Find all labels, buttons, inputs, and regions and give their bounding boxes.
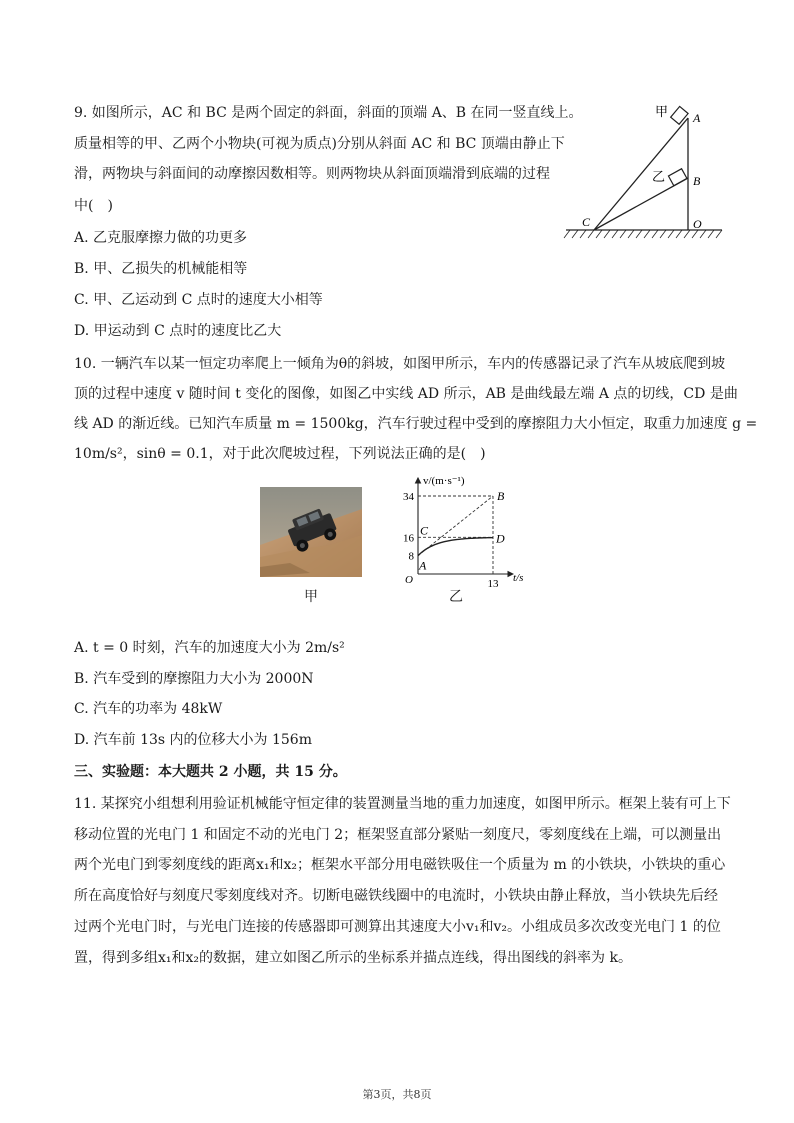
q11-line-6: 置，得到多组x₁和x₂的数据，建立如图乙所示的坐标系并描点连线，得出图线的斜率为 k。 [74,950,632,966]
q10-option-d: D. 汽车前 13s 内的位移大小为 156m [74,732,312,748]
q10-line-1: 10. 一辆汽车以某一恒定功率爬上一倾角为θ的斜坡，如图甲所示，车内的传感器记录了汽车从坡底爬到坡 [74,356,726,372]
q9-incline-figure [560,98,730,240]
block-yi [668,169,686,186]
ground-hatching [564,230,722,238]
q10-line-4: 10m/s²，sinθ = 0.1，对于此次爬坡过程，下列说法正确的是( ) [74,446,486,462]
y-axis-label: v/(m·s⁻¹) [423,475,465,487]
q9-line-3: 滑，两物块与斜面间的动摩擦因数相等。则两物块从斜面顶端滑到底端的过程 [74,166,550,182]
y-tick-label-8: 8 [408,550,414,563]
q10-option-b: B. 汽车受到的摩擦阻力大小为 2000N [74,671,314,687]
car-on-slope-photo [260,487,362,577]
q11-line-1: 11. 某探究小组想利用验证机械能守恒定律的装置测量当地的重力加速度，如图甲所示。框架上装有可上下 [74,796,731,812]
q9-line-1: 9. 如图所示，AC 和 BC 是两个固定的斜面，斜面的顶端 A、B 在同一竖直线上。 [74,105,583,121]
q11-line-2: 移动位置的光电门 1 和固定不动的光电门 2；框架竖直部分紧贴一刻度尺，零刻度线在上端，可以测量出 [74,827,722,843]
q9-line-2: 质量相等的甲、乙两个小物块(可视为质点)分别从斜面 AC 和 BC 顶端由静止下 [74,136,565,152]
q11-line-4: 所在高度恰好与刻度尺零刻度线对齐。切断电磁铁线圈中的电流时，小铁块由静止释放，当小铁块先后经 [74,888,718,904]
q10-line-2: 顶的过程中速度 v 随时间 t 变化的图像，如图乙中实线 AD 所示，AB 是曲线最左端 A 点的切线，CD 是曲 [74,386,738,402]
point-label-b: B [497,489,505,503]
origin-label: O [405,574,413,586]
q9-option-c: C. 甲、乙运动到 C 点时的速度大小相等 [74,292,323,308]
point-label-c: C [420,523,429,538]
label-jia: 甲 [655,104,669,119]
x-tick-label-13: 13 [487,578,499,590]
page-footer: 第3页，共8页 [362,1088,432,1101]
y-tick-label-34: 34 [403,491,414,503]
q10-line-3: 线 AD 的渐近线。已知汽车质量 m = 1500kg，汽车行驶过程中受到的摩擦阻力大小恒定，取重力加速度 g = [74,416,758,432]
q11-line-5: 过两个光电门时，与光电门连接的传感器即可测算出其速度大小v₁和v₂。小组成员多次改变光电门 1 的位 [74,919,721,935]
q10-option-a: A. t = 0 时刻，汽车的加速度大小为 2m/s² [74,640,345,656]
q11-line-3: 两个光电门到零刻度线的距离x₁和x₂；框架水平部分用电磁铁吸住一个质量为 m 的小铁块，小铁块的重心 [74,857,726,873]
q10-option-c: C. 汽车的功率为 48kW [74,701,223,717]
x-axis-label: t/s [513,572,524,584]
photo-caption: 甲 [304,589,318,605]
label-a: A [693,111,701,125]
label-b: B [693,174,701,188]
q9-line-4: 中( ) [74,198,113,214]
q9-option-d: D. 甲运动到 C 点时的速度比乙大 [74,323,282,339]
point-label-d: D [496,531,505,546]
q9-option-a: A. 乙克服摩擦力做的功更多 [74,230,248,246]
point-label-a: A [419,558,427,573]
label-o: O [693,217,702,231]
graph-caption: 乙 [449,589,463,605]
curve-ad [418,538,493,556]
q9-option-b: B. 甲、乙损失的机械能相等 [74,261,248,277]
label-yi: 乙 [652,169,666,184]
y-tick-label-16: 16 [403,532,414,545]
label-c: C [582,215,591,229]
section-3-heading: 三、实验题：本大题共 2 小题，共 15 分。 [74,764,347,780]
q10-vt-graph [385,470,545,590]
